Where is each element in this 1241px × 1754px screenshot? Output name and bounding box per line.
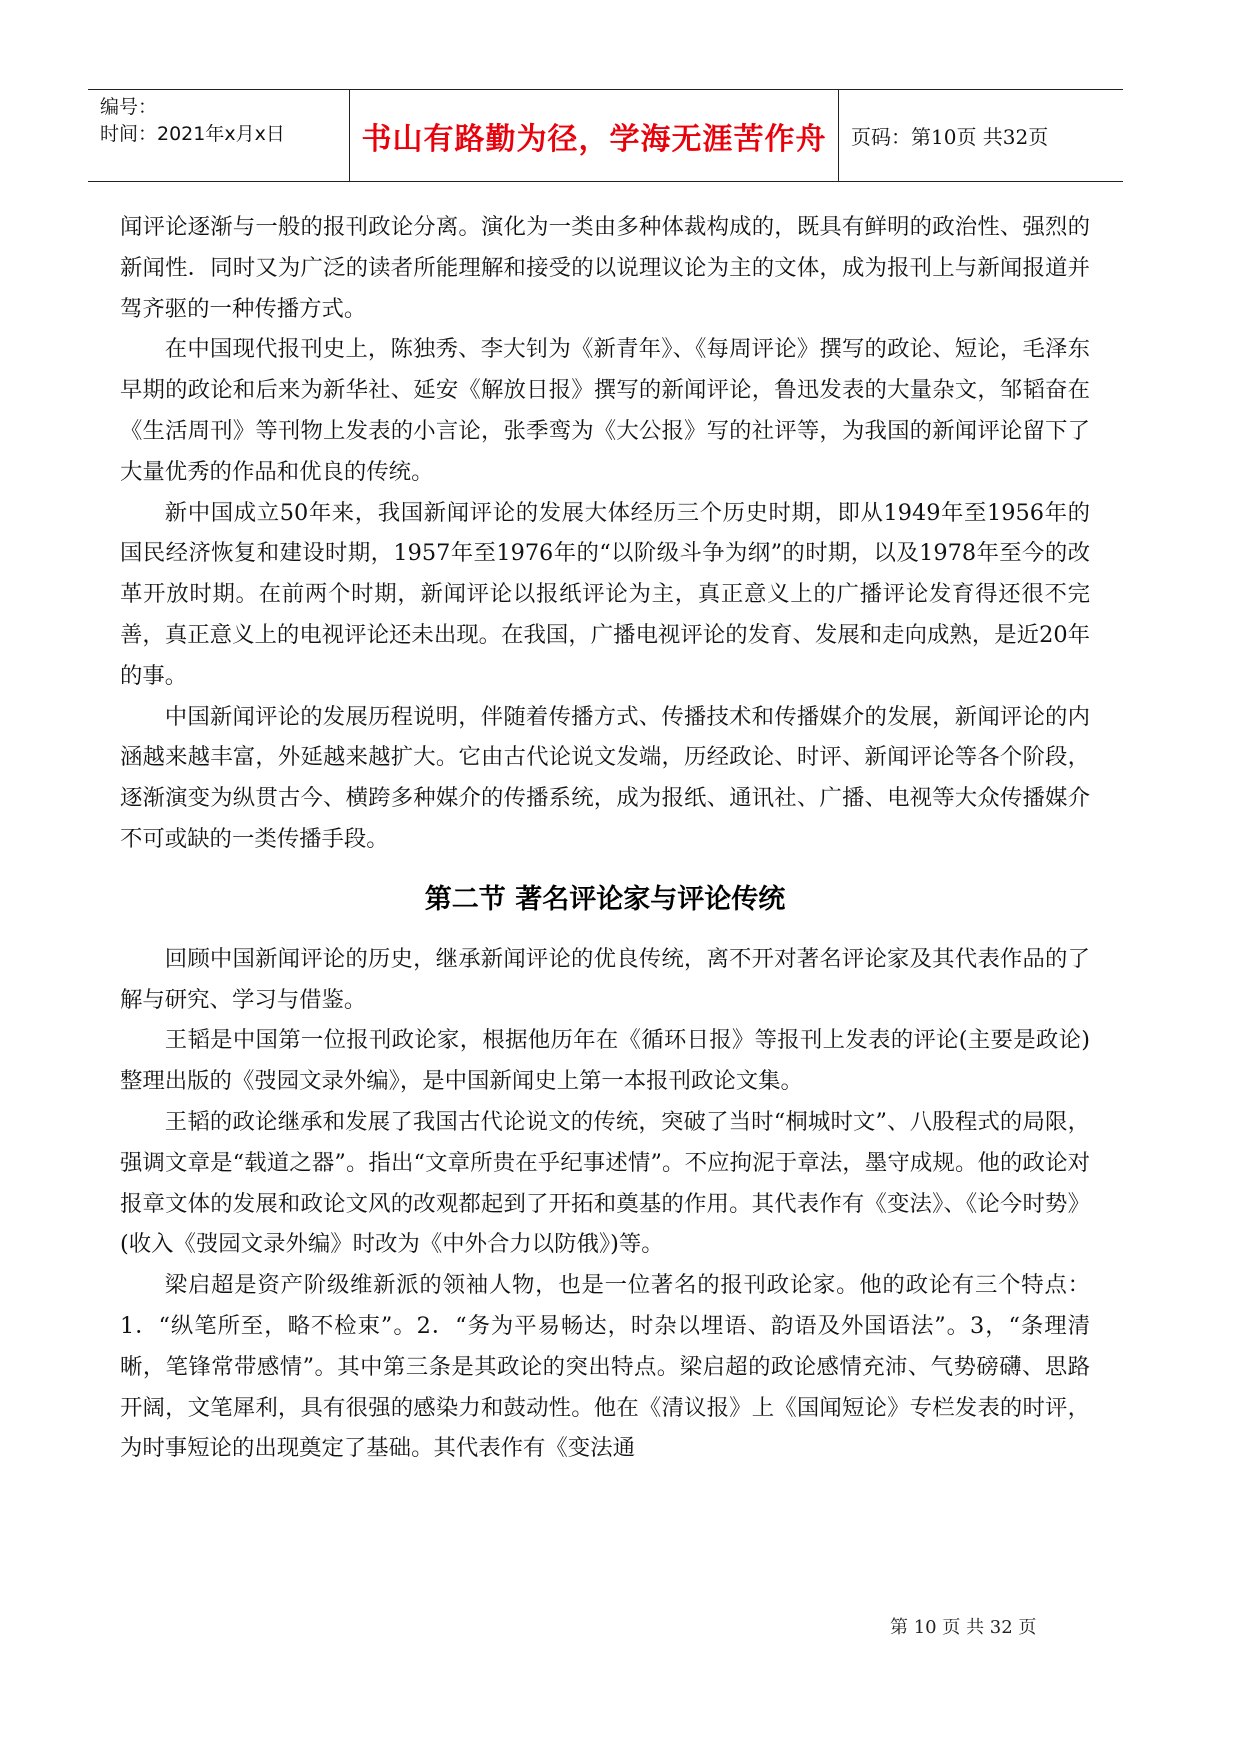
paragraph: 新中国成立50年来，我国新闻评论的发展大体经历三个历史时期，即从1949年至1956年的国民经济恢复和建设时期，1957年至1976年的“以阶级斗争为纲”的时期，以及1978年至今的改革开放时期。在前两个时期，新闻评论以报纸评论为主，真正意义上的广播评论发育得还很不完善，真正意义上的电视评论还未出现。在我国，广播电视评论的发育、发展和走向成熟，是近20年的事。 (120, 499, 1090, 689)
paragraph: 梁启超是资产阶级维新派的领袖人物，也是一位著名的报刊政论家。他的政论有三个特点：1．“纵笔所至，略不检束”。2．“务为平易畅达，时杂以埋语、韵语及外国语法”。3，“条理清晰，笔锋常带感情”。其中第三条是其政论的突出特点。梁启超的政论感情充沛、气势磅礴、思路开阔，文笔犀利，具有很强的感染力和鼓动性。他在《清议报》上《国闻短论》专栏发表的时评，为时事短论的出现奠定了基础。其代表作有《变法通 (120, 1272, 1090, 1462)
footer-page-number: 第 10 页 共 32 页 (890, 1617, 1037, 1638)
paragraph: 回顾中国新闻评论的历史，继承新闻评论的优良传统，离不开对著名评论家及其代表作品的了解与研究、学习与借鉴。 (120, 945, 1090, 1013)
document-body (120, 207, 1090, 1469)
document-time: 时间：2021年x月x日 (100, 123, 285, 145)
paragraph: 在中国现代报刊史上，陈独秀、李大钊为《新青年》、《每周评论》撰写的政论、短论，毛泽东早期的政论和后来为新华社、延安《解放日报》撰写的新闻评论，鲁迅发表的大量杂文，邹韬奋在《生活周刊》等刊物上发表的小言论，张季鸾为《大公报》写的社评等，为我国的新闻评论留下了大量优秀的作品和优良的传统。 (120, 336, 1090, 485)
document-number-label: 编号： (100, 96, 158, 118)
header-table (88, 89, 1123, 182)
paragraph: 王韬是中国第一位报刊政论家，根据他历年在《循环日报》等报刊上发表的评论(主要是政论)整理出版的《弢园文录外编》，是中国新闻史上第一本报刊政论文集。 (120, 1027, 1090, 1095)
paragraph: 王韬的政论继承和发展了我国古代论说文的传统，突破了当时“桐城时文”、八股程式的局限，强调文章是“载道之器”。指出“文章所贵在乎纪事述情”。不应拘泥于章法，墨守成规。他的政论对报章文体的发展和政论文风的改观都起到了开拓和奠基的作用。其代表作有《变法》、《论今时势》(收入《弢园文录外编》时改为《中外合力以防俄》)等。 (120, 1108, 1090, 1258)
paragraph: 闻评论逐渐与一般的报刊政论分离。演化为一类由多种体裁构成的，既具有鲜明的政治性、强烈的新闻性．同时又为广泛的读者所能理解和接受的以说理议论为主的文体，成为报刊上与新闻报道并驾齐驱的一种传播方式。 (120, 214, 1090, 322)
section-title: 第二节 著名评论家与评论传统 (424, 883, 786, 915)
header-page-cell (839, 90, 1123, 181)
header-motto: 书山有路勤为径，学海无涯苦作舟 (361, 121, 827, 157)
header-page-info: 页码：第10页 共32页 (851, 125, 1049, 149)
header-motto-cell (350, 90, 839, 181)
header-meta-cell (88, 90, 350, 181)
paragraph: 中国新闻评论的发展历程说明，伴随着传播方式、传播技术和传播媒介的发展，新闻评论的内涵越来越丰富，外延越来越扩大。它由古代论说文发端，历经政论、时评、新闻评论等各个阶段，逐渐演变为纵贯古今、横跨多种媒介的传播系统，成为报纸、通讯社、广播、电视等大众传播媒介不可或缺的一类传播手段。 (120, 703, 1090, 852)
